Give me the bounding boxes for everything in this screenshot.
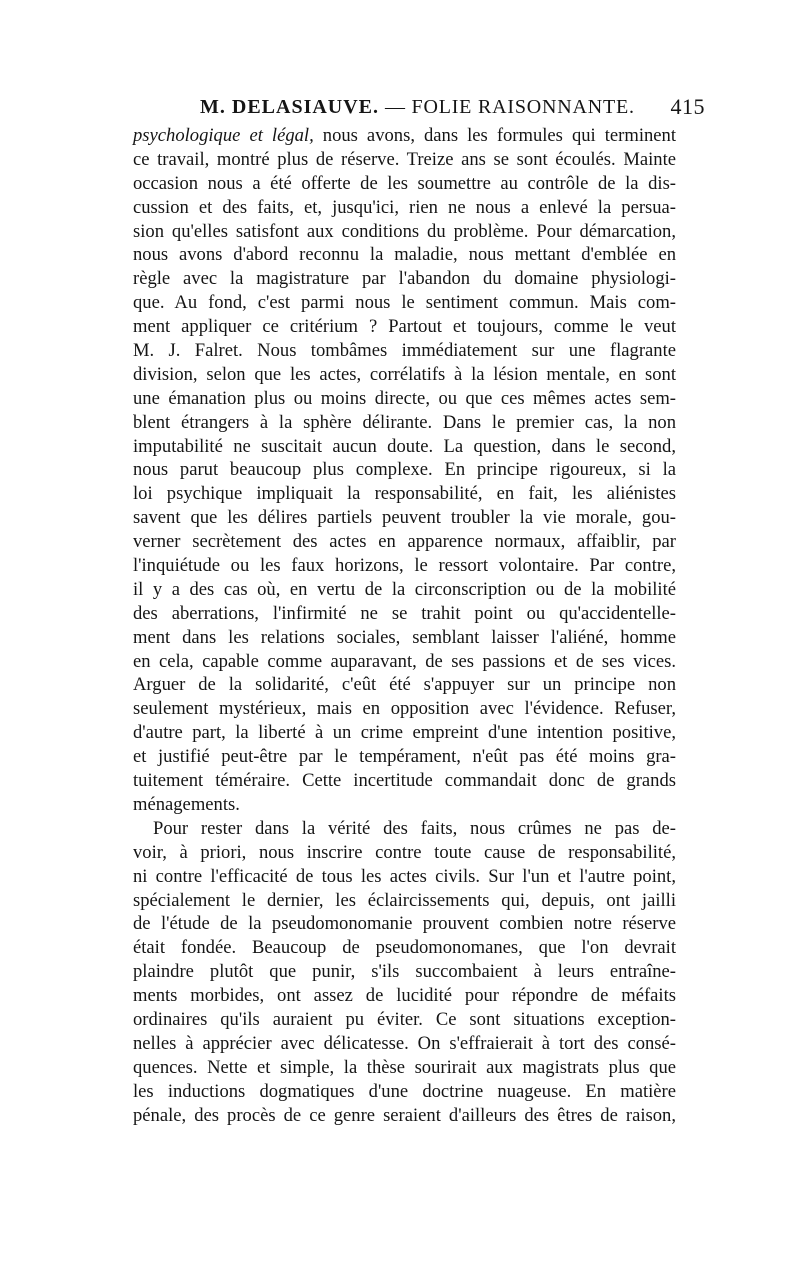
text-line — [133, 124, 676, 148]
text-line: plaindre plutôt que punir, s'ils succombaient à leurs entraîne- — [133, 961, 676, 983]
text-line: règle avec la magistrature par l'abandon du domaine physiologi- — [133, 268, 676, 290]
text-line: les inductions dogmatiques d'une doctrine nuageuse. En matière — [133, 1080, 676, 1102]
text-line: savent que les délires partiels peuvent troubler la vie morale, gou- — [133, 507, 676, 529]
text-line: ce travail, montré plus de réserve. Treize ans se sont écoulés. Mainte — [133, 148, 676, 170]
text-line: M. J. Falret. Nous tombâmes immédiatement sur une flagrante — [133, 340, 676, 362]
italic-phrase: psychologique et légal, — [133, 125, 314, 146]
text-line: était fondée. Beaucoup de pseudomonomanes, que l'on devrait — [133, 937, 676, 959]
text-line: et justifié peut-être par le tempérament, n'eût pas été moins gra- — [133, 746, 676, 768]
header-author: M. DELASIAUVE. — [200, 96, 380, 118]
text-line: l'inquiétude ou les faux horizons, le ressort volontaire. Par contre, — [133, 555, 676, 577]
text-line: il y a des cas où, en vertu de la circonscription ou de la mobilité — [133, 578, 676, 600]
text-line: voir, à priori, nous inscrire contre toute cause de responsabilité, — [133, 841, 676, 863]
text-line: nous parut beaucoup plus complexe. En principe rigoureux, si la — [133, 459, 676, 481]
body-text — [133, 124, 676, 1127]
line-continuation: nous avons, dans les formules qui terminent — [313, 125, 676, 146]
text-line: sion qu'elles satisfont aux conditions du problème. Pour démarcation, — [133, 220, 676, 242]
header-title: FOLIE RAISONNANTE. — [411, 96, 635, 118]
text-line: des aberrations, l'infirmité ne se trahit point ou qu'accidentelle- — [133, 602, 676, 624]
text-line: cussion et des faits, et, jusqu'ici, rien ne nous a enlevé la persua- — [133, 196, 676, 218]
text-line: nelles à apprécier avec délicatesse. On s'effraierait à tort des consé- — [133, 1032, 676, 1054]
text-line: tuitement téméraire. Cette incertitude commandait donc de grands — [133, 770, 676, 792]
text-line: ment dans les relations sociales, semblant laisser l'aliéné, homme — [133, 626, 676, 648]
text-line: nous avons d'abord reconnu la maladie, nous mettant d'emblée en — [133, 244, 676, 266]
running-header — [200, 92, 705, 122]
text-line: que. Au fond, c'est parmi nous le sentiment commun. Mais com- — [133, 292, 676, 314]
text-line: une émanation plus ou moins directe, ou que ces mêmes actes sem- — [133, 387, 676, 409]
text-line: en cela, capable comme auparavant, de ses passions et de ses vices. — [133, 650, 676, 672]
text-line: de l'étude de la pseudomonomanie prouvent combien notre réserve — [133, 913, 676, 935]
text-line: verner secrètement des actes en apparence normaux, affaiblir, par — [133, 531, 676, 553]
text-line: occasion nous a été offerte de les soumettre au contrôle de la dis- — [133, 172, 676, 194]
page-number: 415 — [670, 94, 705, 119]
text-line: loi psychique impliquait la responsabilité, en fait, les aliénistes — [133, 483, 676, 505]
text-line: spécialement le dernier, les éclaircissements qui, depuis, ont jailli — [133, 889, 676, 911]
header-dash: — — [385, 96, 406, 118]
text-line: imputabilité ne suscitait aucun doute. La question, dans le second, — [133, 435, 676, 457]
text-line: Arguer de la solidarité, c'eût été s'appuyer sur un principe non — [133, 674, 676, 696]
text-line: pénale, des procès de ce genre seraient d'ailleurs des êtres de raison, — [133, 1104, 676, 1126]
text-line: d'autre part, la liberté à un crime empreint d'une intention positive, — [133, 722, 676, 744]
paragraph-start-line: Pour rester dans la vérité des faits, nous crûmes ne pas de- — [153, 817, 676, 839]
text-line: division, selon que les actes, corrélatifs à la lésion mentale, en sont — [133, 363, 676, 385]
text-line: ni contre l'efficacité de tous les actes civils. Sur l'un et l'autre point, — [133, 865, 676, 887]
text-line: ments morbides, ont assez de lucidité pour répondre de méfaits — [133, 985, 676, 1007]
text-line: quences. Nette et simple, la thèse sourirait aux magistrats plus que — [133, 1056, 676, 1078]
text-line: seulement mystérieux, mais en opposition avec l'évidence. Refuser, — [133, 698, 676, 720]
text-line: ment appliquer ce critérium ? Partout et toujours, comme le veut — [133, 316, 676, 338]
text-line: ordinaires qu'ils auraient pu éviter. Ce sont situations exception- — [133, 1008, 676, 1030]
paragraph-end-line: ménagements. — [133, 793, 240, 815]
text-line: blent étrangers à la sphère délirante. Dans le premier cas, la non — [133, 411, 676, 433]
